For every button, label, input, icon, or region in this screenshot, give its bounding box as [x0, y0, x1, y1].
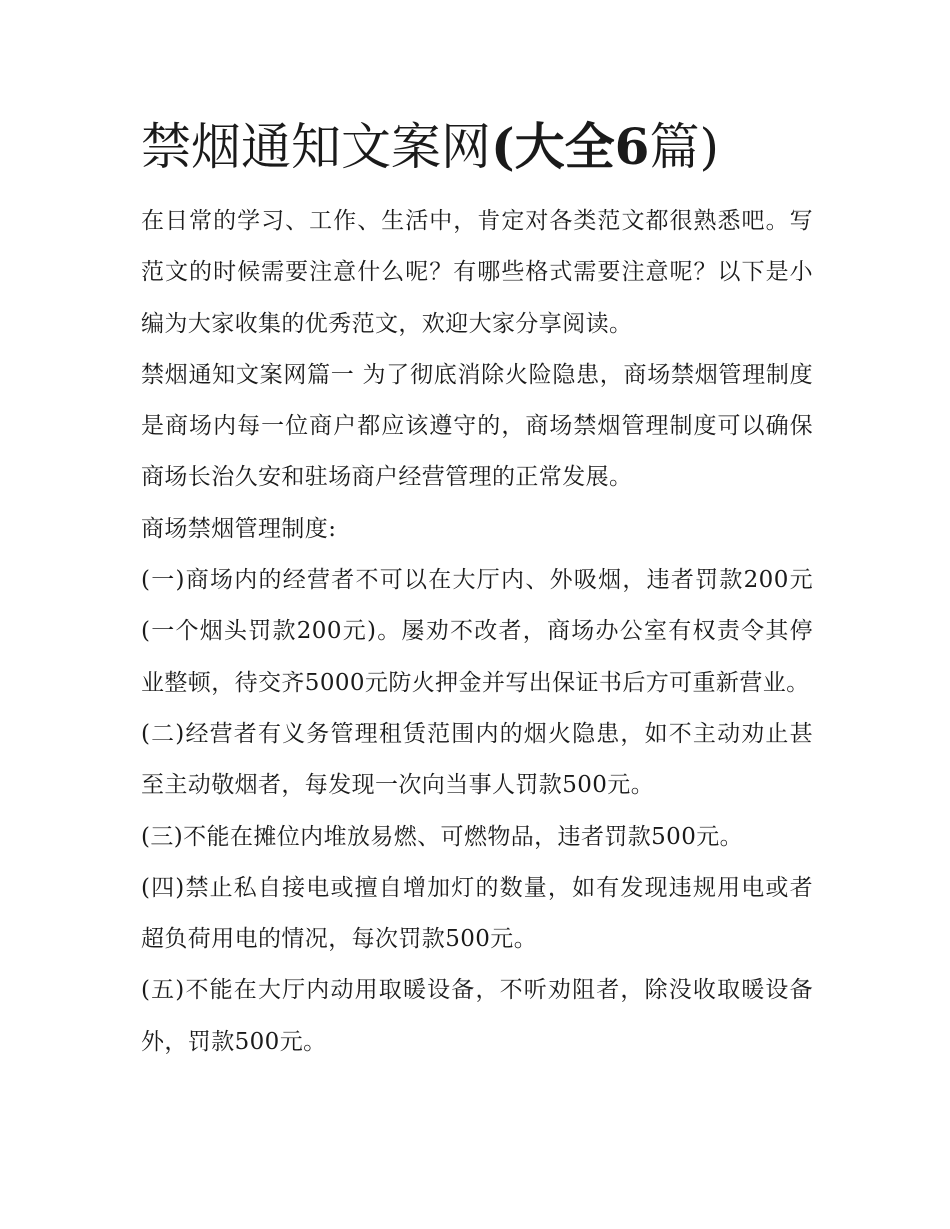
rule-item: (三)不能在摊位内堆放易燃、可燃物品，违者罚款500元。 [141, 823, 744, 850]
rule-item: (一)商场内的经营者不可以在大厅内、外吸烟，违者罚款200元(一个烟头罚款200元)。屡劝不改者，商场办公室有权责令其停业整顿，待交齐5000元防火押金并写出保证书后方可重新营业。 [141, 567, 813, 696]
title-suffix-open: (大全 [491, 117, 615, 176]
section-one-paragraph: 禁烟通知文案网篇一 为了彻底消除火险隐患，商场禁烟管理制度是商场内每一位商户都应该遵守的，商场禁烟管理制度可以确保商场长治久安和驻场商户经营管理的正常发展。 [141, 361, 813, 491]
rule-item: (二)经营者有义务管理租赁范围内的烟火隐患，如不主动劝止甚至主动敬烟者，每发现一次向当事人罚款500元。 [141, 720, 813, 799]
intro-paragraph: 在日常的学习、工作、生活中，肯定对各类范文都很熟悉吧。写范文的时候需要注意什么呢？有哪些格式需要注意呢？以下是小编为大家收集的优秀范文，欢迎大家分享阅读。 [141, 208, 813, 337]
title-suffix-close: 篇) [649, 118, 719, 176]
rule-item: (五)不能在大厅内动用取暖设备，不听劝阻者，除没收取暖设备外，罚款500元。 [141, 977, 813, 1055]
title-number: 6 [614, 117, 650, 176]
document-title [141, 112, 841, 182]
rules-heading: 商场禁烟管理制度: [141, 515, 337, 542]
document-body [141, 196, 813, 1068]
title-main: 禁烟通知文案网 [141, 118, 491, 176]
rule-item: (四)禁止私自接电或擅自增加灯的数量，如有发现违规用电或者超负荷用电的情况，每次罚款500元。 [141, 874, 813, 953]
